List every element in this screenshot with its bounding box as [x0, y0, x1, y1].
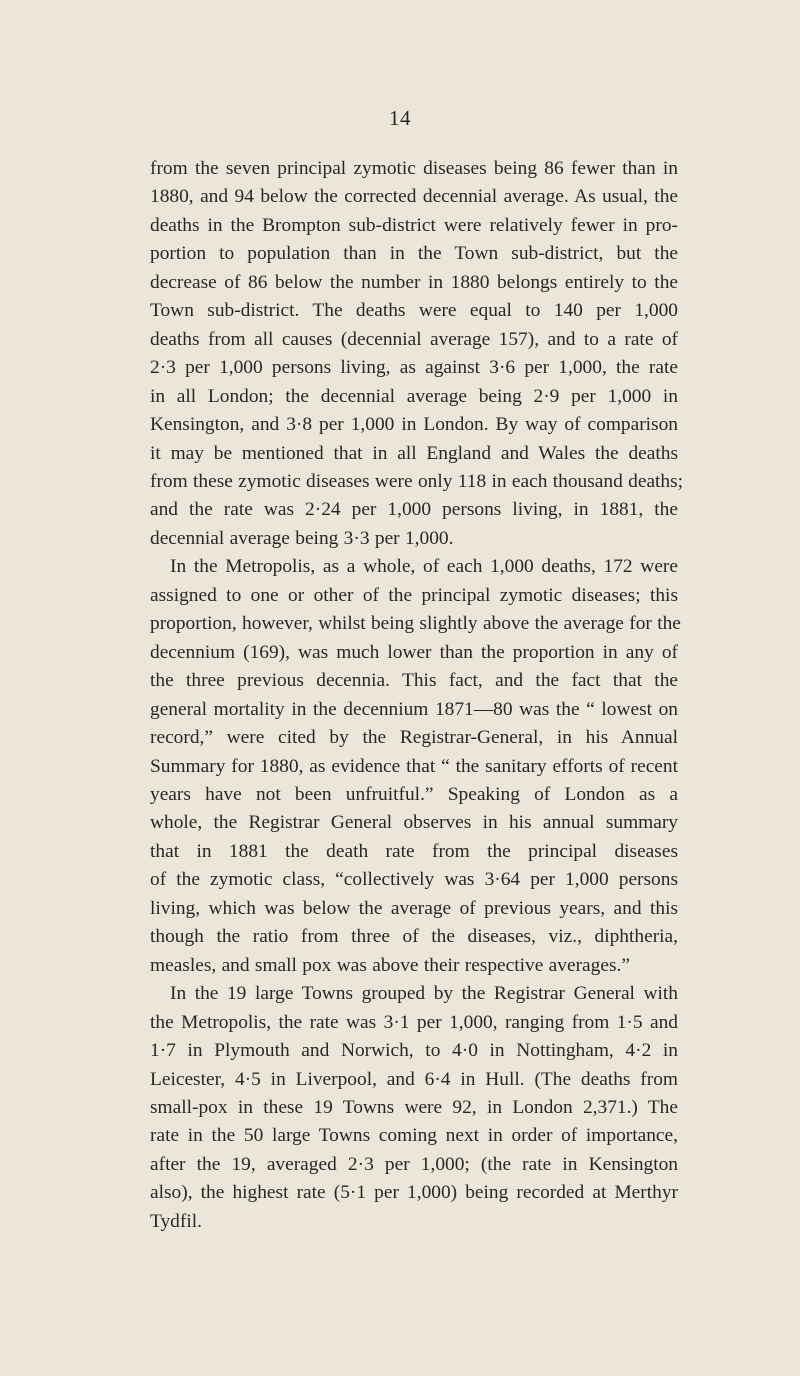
- text-line: the Metropolis, the rate was 3·1 per 1,000, ranging from 1·5 and: [150, 1011, 678, 1033]
- text-line: decennium (169), was much lower than the proportion in any of: [150, 641, 678, 663]
- text-line: small-pox in these 19 Towns were 92, in London 2,371.) The: [150, 1096, 678, 1118]
- text-line: record,” were cited by the Registrar-General, in his Annual: [150, 727, 678, 749]
- text-line: the three previous decennia. This fact, and the fact that the: [150, 670, 678, 692]
- text-line: whole, the Registrar General observes in his annual summary: [150, 812, 678, 834]
- text-line: Town sub-district. The deaths were equal to 140 per 1,000: [150, 300, 678, 322]
- text-line: it may be mentioned that in all England and Wales the deaths: [150, 442, 678, 464]
- text-line: Summary for 1880, as evidence that “ the sanitary efforts of recent: [150, 755, 678, 777]
- text-line: from these zymotic diseases were only 118 in each thousand deaths;: [150, 470, 684, 492]
- text-line: rate in the 50 large Towns coming next in order of importance,: [150, 1125, 678, 1147]
- text-line: 1·7 in Plymouth and Norwich, to 4·0 in Nottingham, 4·2 in: [150, 1040, 678, 1062]
- text-line: measles, and small pox was above their respective averages.”: [150, 954, 630, 976]
- paragraph-2: [150, 553, 681, 980]
- text-line: deaths in the Brompton sub-district were relatively fewer in pro-: [150, 214, 678, 236]
- text-line: living, which was below the average of previous years, and this: [150, 897, 678, 919]
- text-line: also), the highest rate (5·1 per 1,000) being recorded at Merthyr: [150, 1182, 678, 1204]
- text-line: deaths from all causes (decennial average 157), and to a rate of: [150, 328, 678, 350]
- text-line: In the 19 large Towns grouped by the Registrar General with: [170, 983, 678, 1005]
- text-line: Tydfil.: [150, 1210, 202, 1232]
- text-line: In the Metropolis, as a whole, of each 1,000 deaths, 172 were: [170, 556, 678, 578]
- text-line: decennial average being 3·3 per 1,000.: [150, 527, 454, 549]
- text-line: Kensington, and 3·8 per 1,000 in London. By way of comparison: [150, 414, 678, 436]
- text-line: proportion, however, whilst being slightly above the average for the: [150, 613, 681, 635]
- text-line: portion to population than in the Town sub-district, but the: [150, 243, 678, 265]
- text-line: though the ratio from three of the diseases, viz., diphtheria,: [150, 926, 678, 948]
- page-number: 14: [389, 106, 411, 130]
- text-line: general mortality in the decennium 1871—80 was the “ lowest on: [150, 698, 678, 720]
- paragraph-1: [150, 155, 684, 553]
- text-line: decrease of 86 below the number in 1880 belongs entirely to the: [150, 271, 678, 293]
- text-line: that in 1881 the death rate from the principal diseases: [150, 840, 678, 862]
- text-line: from the seven principal zymotic diseases being 86 fewer than in: [150, 158, 678, 179]
- text-line: after the 19, averaged 2·3 per 1,000; (the rate in Kensington: [150, 1153, 678, 1175]
- text-line: and the rate was 2·24 per 1,000 persons living, in 1881, the: [150, 499, 678, 521]
- body-text: [150, 155, 684, 1236]
- text-line: in all London; the decennial average being 2·9 per 1,000 in: [150, 385, 678, 407]
- text-line: years have not been unfruitful.” Speaking of London as a: [150, 783, 678, 805]
- text-line: 1880, and 94 below the corrected decennial average. As usual, the: [150, 186, 678, 208]
- paragraph-3: [150, 980, 678, 1236]
- text-line: assigned to one or other of the principal zymotic diseases; this: [150, 584, 678, 606]
- text-line: 2·3 per 1,000 persons living, as against 3·6 per 1,000, the rate: [150, 357, 678, 379]
- text-line: of the zymotic class, “collectively was 3·64 per 1,000 persons: [150, 869, 678, 891]
- text-line: Leicester, 4·5 in Liverpool, and 6·4 in Hull. (The deaths from: [150, 1068, 678, 1090]
